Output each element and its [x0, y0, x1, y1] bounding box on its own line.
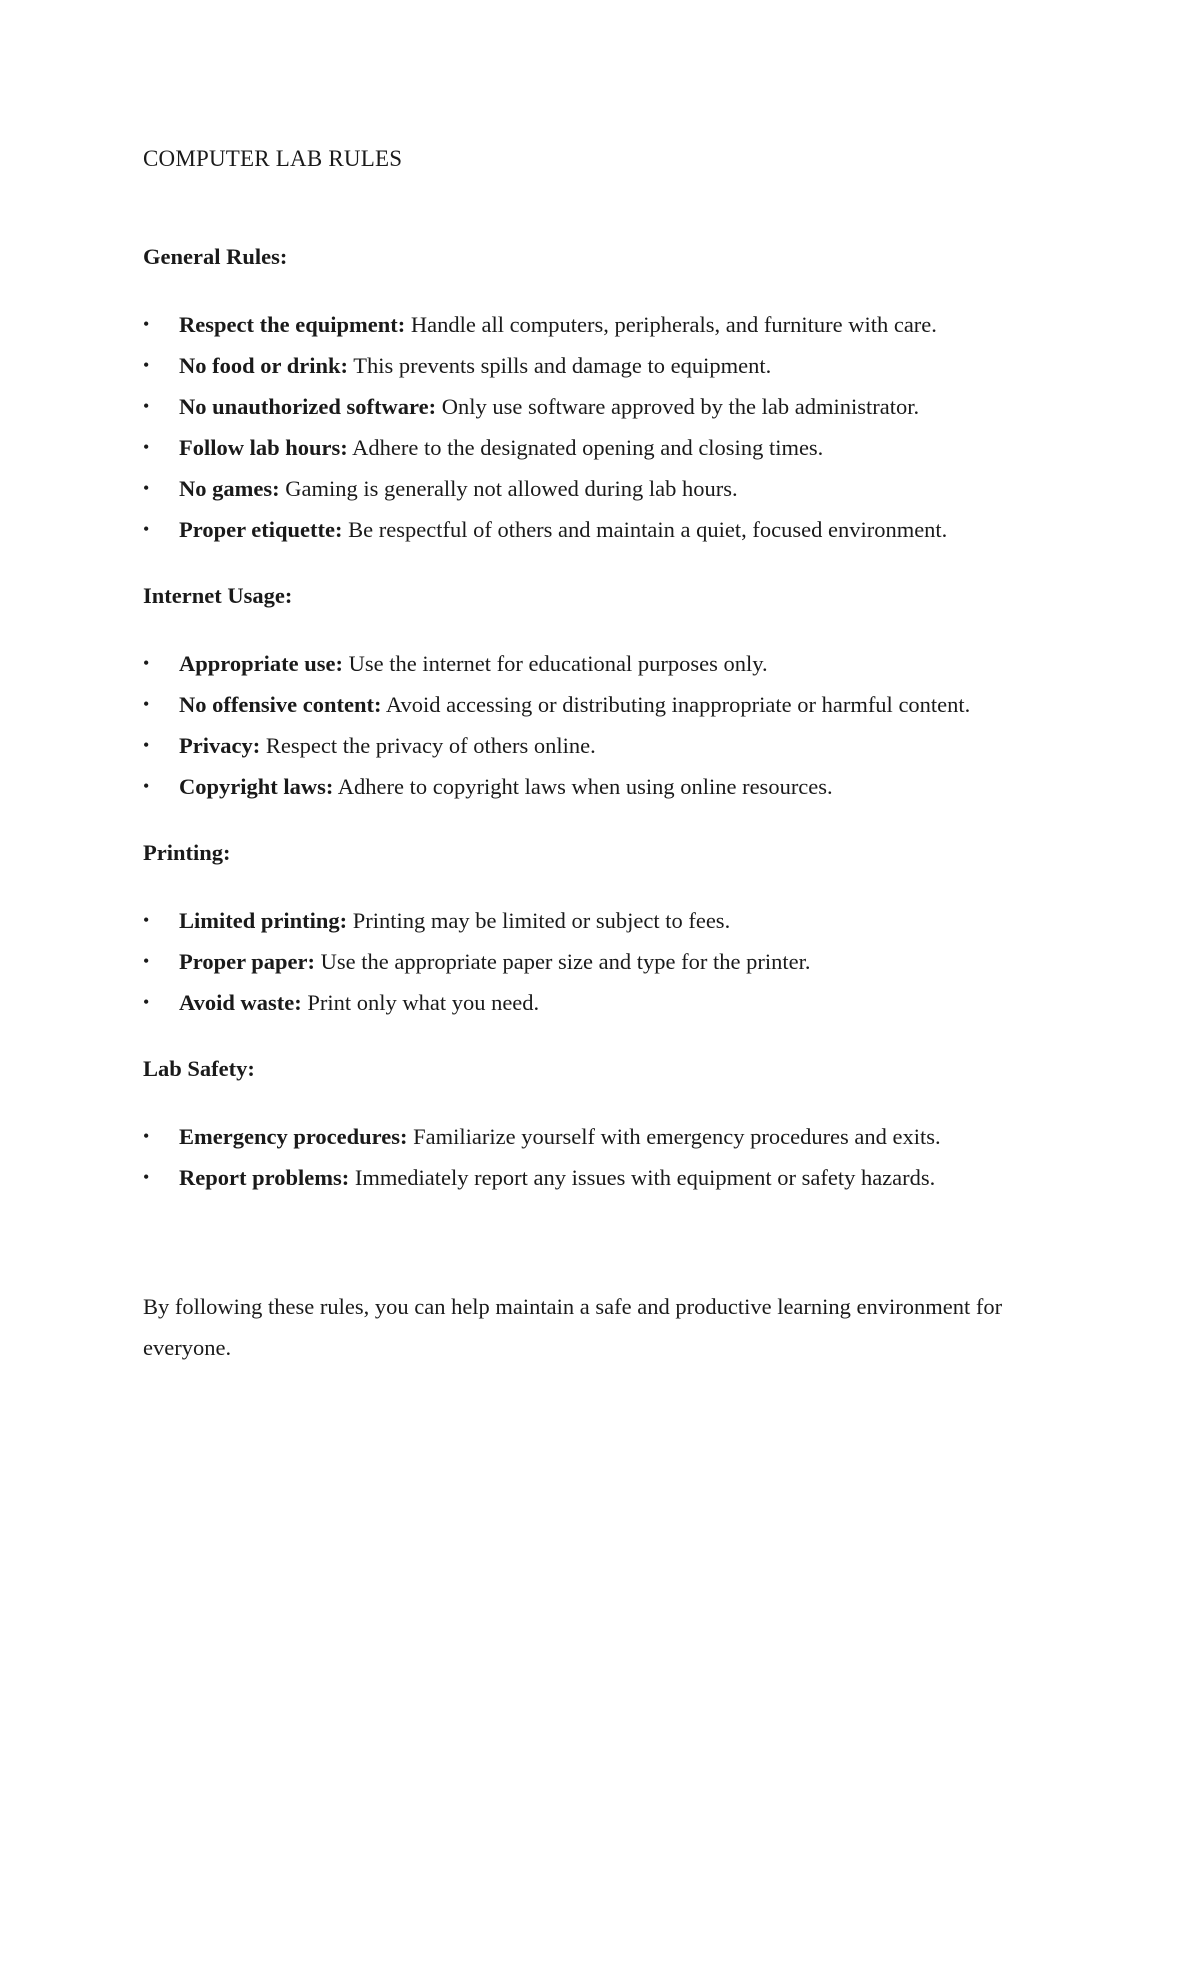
rule-term: No games:: [179, 476, 280, 501]
list-item: [143, 900, 1063, 941]
rule-term: Appropriate use:: [179, 651, 343, 676]
section-internet-usage: [143, 576, 1063, 807]
section-lab-safety: [143, 1049, 1063, 1198]
bullet-icon: •: [143, 776, 150, 796]
bullet-icon: •: [143, 694, 150, 714]
bullet-icon: •: [143, 992, 150, 1012]
rule-text: Be respectful of others and maintain a quiet, focused environment.: [348, 517, 948, 542]
rule-term: Emergency procedures:: [179, 1124, 408, 1149]
bullet-icon: •: [143, 1167, 150, 1187]
rule-text: This prevents spills and damage to equipment.: [353, 353, 772, 378]
rule-text: Adhere to the designated opening and closing times.: [352, 435, 824, 460]
rule-text: Avoid accessing or distributing inappropriate or harmful content.: [385, 692, 971, 717]
rule-term: Privacy:: [179, 733, 261, 758]
section-heading: Printing:: [143, 840, 231, 865]
document-body: [143, 139, 1063, 1368]
rule-term: Follow lab hours:: [179, 435, 348, 460]
closing-paragraph: By following these rules, you can help maintain a safe and productive learning environment for everyone.: [143, 1294, 1003, 1360]
list-item: [143, 643, 1063, 684]
section-general-rules: [143, 237, 1063, 550]
rule-text: Print only what you need.: [307, 990, 540, 1015]
bullet-icon: •: [143, 910, 150, 930]
section-heading: Lab Safety:: [143, 1056, 255, 1081]
list-item: [143, 1116, 1063, 1157]
rule-text: Immediately report any issues with equipment or safety hazards.: [354, 1165, 936, 1190]
rule-text: Printing may be limited or subject to fees.: [352, 908, 731, 933]
rule-term: No offensive content:: [179, 692, 382, 717]
list-item: [143, 386, 1063, 427]
bullet-icon: •: [143, 519, 150, 539]
bullet-icon: •: [143, 1126, 150, 1146]
rule-term: Report problems:: [179, 1165, 350, 1190]
bullet-icon: •: [143, 478, 150, 498]
list-item: [143, 345, 1063, 386]
rule-term: Proper paper:: [179, 949, 316, 974]
rule-text: Familiarize yourself with emergency procedures and exits.: [413, 1124, 941, 1149]
rule-list: [143, 304, 1063, 550]
rule-list: [143, 1116, 1063, 1198]
list-item: [143, 427, 1063, 468]
rule-term: Copyright laws:: [179, 774, 334, 799]
rule-term: No unauthorized software:: [179, 394, 437, 419]
list-item: [143, 725, 1063, 766]
rule-list: [143, 900, 1063, 1023]
rule-list: [143, 643, 1063, 807]
bullet-icon: •: [143, 437, 150, 457]
rule-term: Proper etiquette:: [179, 517, 343, 542]
bullet-icon: •: [143, 314, 150, 334]
rule-text: Only use software approved by the lab administrator.: [441, 394, 920, 419]
section-printing: [143, 833, 1063, 1023]
rule-term: Limited printing:: [179, 908, 348, 933]
rule-text: Respect the privacy of others online.: [265, 733, 596, 758]
rule-text: Use the internet for educational purposes only.: [348, 651, 768, 676]
section-heading: General Rules:: [143, 244, 288, 269]
rule-term: No food or drink:: [179, 353, 348, 378]
rule-text: Gaming is generally not allowed during lab hours.: [285, 476, 738, 501]
bullet-icon: •: [143, 951, 150, 971]
list-item: [143, 304, 1063, 345]
list-item: [143, 509, 1063, 550]
bullet-icon: •: [143, 735, 150, 755]
document-title: COMPUTER LAB RULES: [143, 146, 403, 171]
list-item: [143, 468, 1063, 509]
list-item: [143, 766, 1063, 807]
rule-text: Use the appropriate paper size and type for the printer.: [320, 949, 811, 974]
bullet-icon: •: [143, 396, 150, 416]
bullet-icon: •: [143, 355, 150, 375]
list-item: [143, 684, 1063, 725]
list-item: [143, 941, 1063, 982]
rule-text: Handle all computers, peripherals, and furniture with care.: [410, 312, 937, 337]
section-heading: Internet Usage:: [143, 583, 293, 608]
list-item: [143, 982, 1063, 1023]
rule-text: Adhere to copyright laws when using online resources.: [337, 774, 833, 799]
list-item: [143, 1157, 1063, 1198]
rule-term: Avoid waste:: [179, 990, 302, 1015]
bullet-icon: •: [143, 653, 150, 673]
rule-term: Respect the equipment:: [179, 312, 406, 337]
